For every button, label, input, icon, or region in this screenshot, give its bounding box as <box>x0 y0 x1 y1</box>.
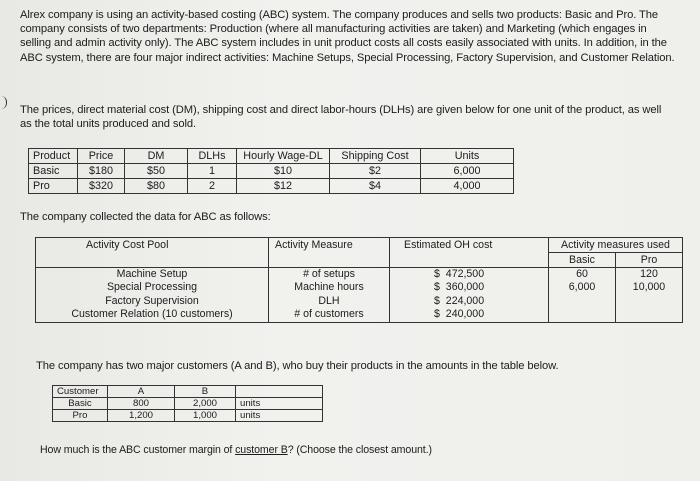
cell: $50 <box>125 164 188 179</box>
header-activity-cost-pool: Activity Cost Pool <box>36 238 269 268</box>
cell: Pro <box>29 179 78 194</box>
header-cell: A <box>108 386 175 398</box>
measure-name: # of setups <box>303 268 355 280</box>
header-activity-measure: Activity Measure <box>269 238 390 268</box>
dollar-sign: $ <box>434 308 440 321</box>
header-estimated-oh: Estimated OH cost <box>390 238 549 268</box>
measure-name: # of customers <box>294 308 364 321</box>
header-cell: B <box>175 386 236 398</box>
header-cell: Units <box>421 149 514 164</box>
cell: $4 <box>330 179 421 194</box>
cell: 1 <box>188 164 237 179</box>
basic-used <box>549 268 616 323</box>
cell: 1,000 <box>175 410 236 422</box>
cell: Basic <box>53 398 108 410</box>
cell: $180 <box>78 164 125 179</box>
measure-name: DLH <box>318 294 340 307</box>
pool-name: Machine Setup <box>116 268 188 280</box>
cell: $2 <box>330 164 421 179</box>
cell: 2 <box>188 179 237 194</box>
pool-name: Factory Supervision <box>105 294 199 307</box>
header-cell: DLHs <box>188 149 237 164</box>
intro-paragraph: Alrex company is using an activity-based costing (ABC) system. The company produces and sells two products: Basic and Pro. The company consists of two departments: Production (where all manufacturing activities are taken) and Marketing (which engages in selling and admin activity only). The ABC system includes in unit product costs all costs easily associated with units. In addition, in the ABC system, there are four major indirect activities: Machine Setups, Special Processing, Factory Supervision, and Customer Relation. <box>20 9 675 64</box>
cell: units <box>236 398 323 410</box>
header-cell: Customer <box>53 386 108 398</box>
cell: units <box>236 410 323 422</box>
dollar-sign: $ <box>434 268 440 280</box>
table-row <box>29 164 514 179</box>
cell: 2,000 <box>175 398 236 410</box>
oh-cost-value: 224,000 <box>445 294 485 307</box>
cell: $10 <box>237 164 330 179</box>
pool-name: Customer Relation (10 customers) <box>71 308 233 321</box>
dollar-sign: $ <box>434 294 440 307</box>
cell: Basic <box>29 164 78 179</box>
cell: $12 <box>237 179 330 194</box>
customer-b-link[interactable]: customer B <box>235 444 288 456</box>
header-activity-used: Activity measures used <box>549 238 683 253</box>
collected-text: The company collected the data for ABC as follows: <box>20 211 271 223</box>
pro-used-value: 10,000 <box>632 281 666 294</box>
cell: 1,200 <box>108 410 175 422</box>
table-header-row <box>36 238 683 253</box>
oh-cost-value: 240,000 <box>445 308 485 321</box>
cell: 4,000 <box>421 179 514 194</box>
table-row <box>53 410 323 422</box>
cell: Pro <box>53 410 108 422</box>
question-prefix: How much is the ABC customer margin of <box>40 444 236 456</box>
table-header-row <box>53 386 323 398</box>
header-cell: Hourly Wage-DL <box>237 149 330 164</box>
header-cell: Price <box>78 149 125 164</box>
cell: 6,000 <box>421 164 514 179</box>
header-cell: Product <box>29 149 78 164</box>
customers-paragraph: The company has two major customers (A and B), who buy their products in the amounts in the table below. <box>36 360 559 372</box>
oh-cost-value: 472,500 <box>445 268 485 280</box>
header-cell: DM <box>125 149 188 164</box>
question-suffix: ? (Choose the closest amount.) <box>287 444 432 456</box>
table-header-row <box>29 149 514 164</box>
pro-used <box>616 268 683 323</box>
product-table <box>28 148 514 194</box>
customer-table <box>52 385 323 422</box>
table-row <box>53 398 323 410</box>
measure-name: Machine hours <box>294 281 364 294</box>
cell: $80 <box>125 179 188 194</box>
basic-used-value: 6,000 <box>568 281 596 294</box>
pro-used-value: 120 <box>640 268 658 280</box>
question-text <box>40 443 432 457</box>
margin-bracket <box>0 96 7 109</box>
cell: $320 <box>78 179 125 194</box>
dollar-sign: $ <box>434 281 440 294</box>
header-pro: Pro <box>616 253 683 268</box>
activity-measures <box>269 268 390 323</box>
table-row <box>36 268 683 323</box>
table-row <box>29 179 514 194</box>
header-cell: Shipping Cost <box>330 149 421 164</box>
basic-used-value: 60 <box>576 268 588 280</box>
cell: 800 <box>108 398 175 410</box>
oh-cost-value: 360,000 <box>445 281 485 294</box>
header-basic: Basic <box>549 253 616 268</box>
prices-paragraph: The prices, direct material cost (DM), shipping cost and direct labor-hours (DLHs) are given below for one unit of the product, as well as the total units produced and sold. <box>20 104 662 131</box>
oh-costs <box>390 268 549 323</box>
pool-name: Special Processing <box>106 281 198 294</box>
activity-pools <box>36 268 269 323</box>
abc-activity-table <box>35 237 683 323</box>
